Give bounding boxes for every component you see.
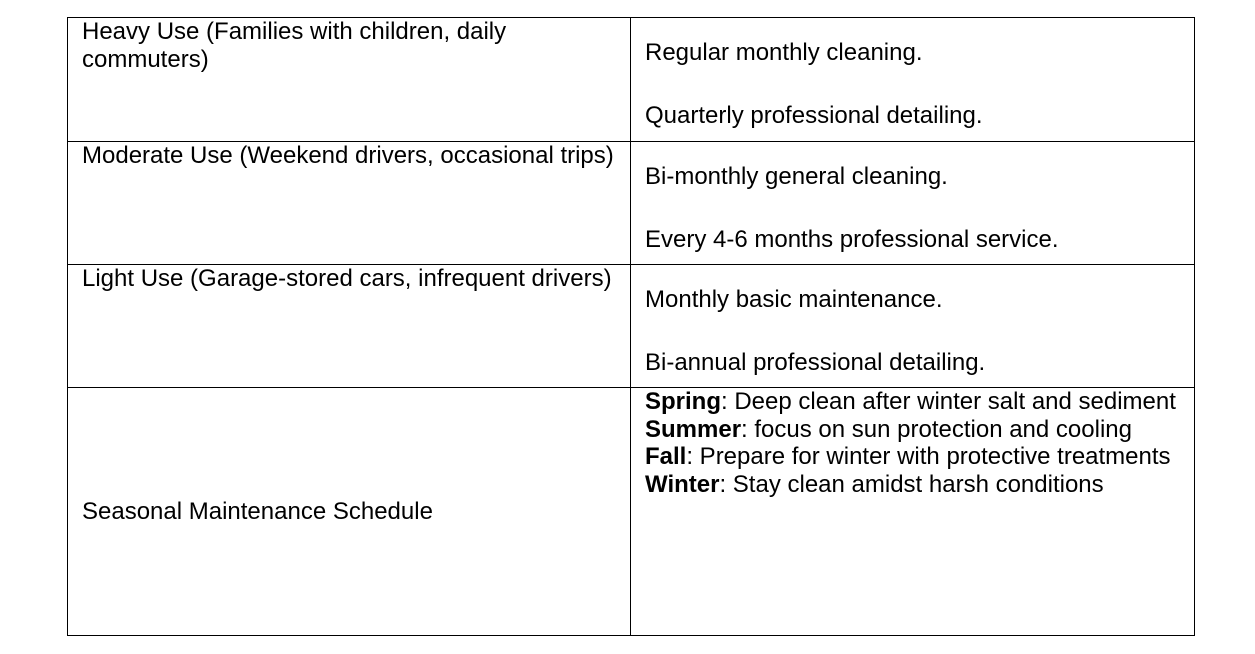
usage-category-cell xyxy=(68,142,631,265)
table-row xyxy=(68,18,1195,142)
season-name: Fall xyxy=(645,443,687,471)
seasonal-category-label: Seasonal Maintenance Schedule xyxy=(82,497,433,525)
frequency-line: Bi-annual professional detailing. xyxy=(645,348,986,376)
season-description: : focus on sun protection and cooling xyxy=(741,415,1132,443)
frequency-line: Monthly basic maintenance. xyxy=(645,286,943,313)
cleaning-frequency-cell xyxy=(631,18,1195,142)
table-row xyxy=(68,142,1195,265)
cleaning-frequency-cell xyxy=(631,142,1195,265)
usage-category-cell xyxy=(68,18,631,142)
season-name: Spring xyxy=(645,388,721,415)
season-item-summer xyxy=(645,416,1180,444)
seasonal-schedule-cell xyxy=(631,388,1195,636)
usage-category-label: Light Use (Garage-stored cars, infrequent drivers) xyxy=(82,265,612,292)
season-description: : Stay clean amidst harsh conditions xyxy=(719,470,1104,498)
cleaning-frequency-cell xyxy=(631,265,1195,388)
season-description: : Prepare for winter with protective treatments xyxy=(686,443,1171,471)
usage-category-cell xyxy=(68,265,631,388)
season-item-fall xyxy=(645,443,1180,471)
season-item-spring xyxy=(645,388,1180,416)
season-name: Winter xyxy=(645,470,720,498)
table-row xyxy=(68,388,1195,636)
usage-category-label: Heavy Use (Families with children, daily commuters) xyxy=(82,18,507,73)
season-description: : Deep clean after winter salt and sediment xyxy=(721,388,1176,415)
usage-category-cell xyxy=(68,388,631,636)
season-item-winter xyxy=(645,471,1180,499)
table-row xyxy=(68,265,1195,388)
frequency-line: Regular monthly cleaning. xyxy=(645,39,923,66)
season-name: Summer xyxy=(645,415,742,443)
frequency-line: Quarterly professional detailing. xyxy=(645,101,983,129)
usage-category-label: Moderate Use (Weekend drivers, occasional trips) xyxy=(82,142,614,169)
frequency-line: Bi-monthly general cleaning. xyxy=(645,163,948,190)
frequency-line: Every 4-6 months professional service. xyxy=(645,225,1059,253)
maintenance-schedule-table xyxy=(67,17,1195,636)
